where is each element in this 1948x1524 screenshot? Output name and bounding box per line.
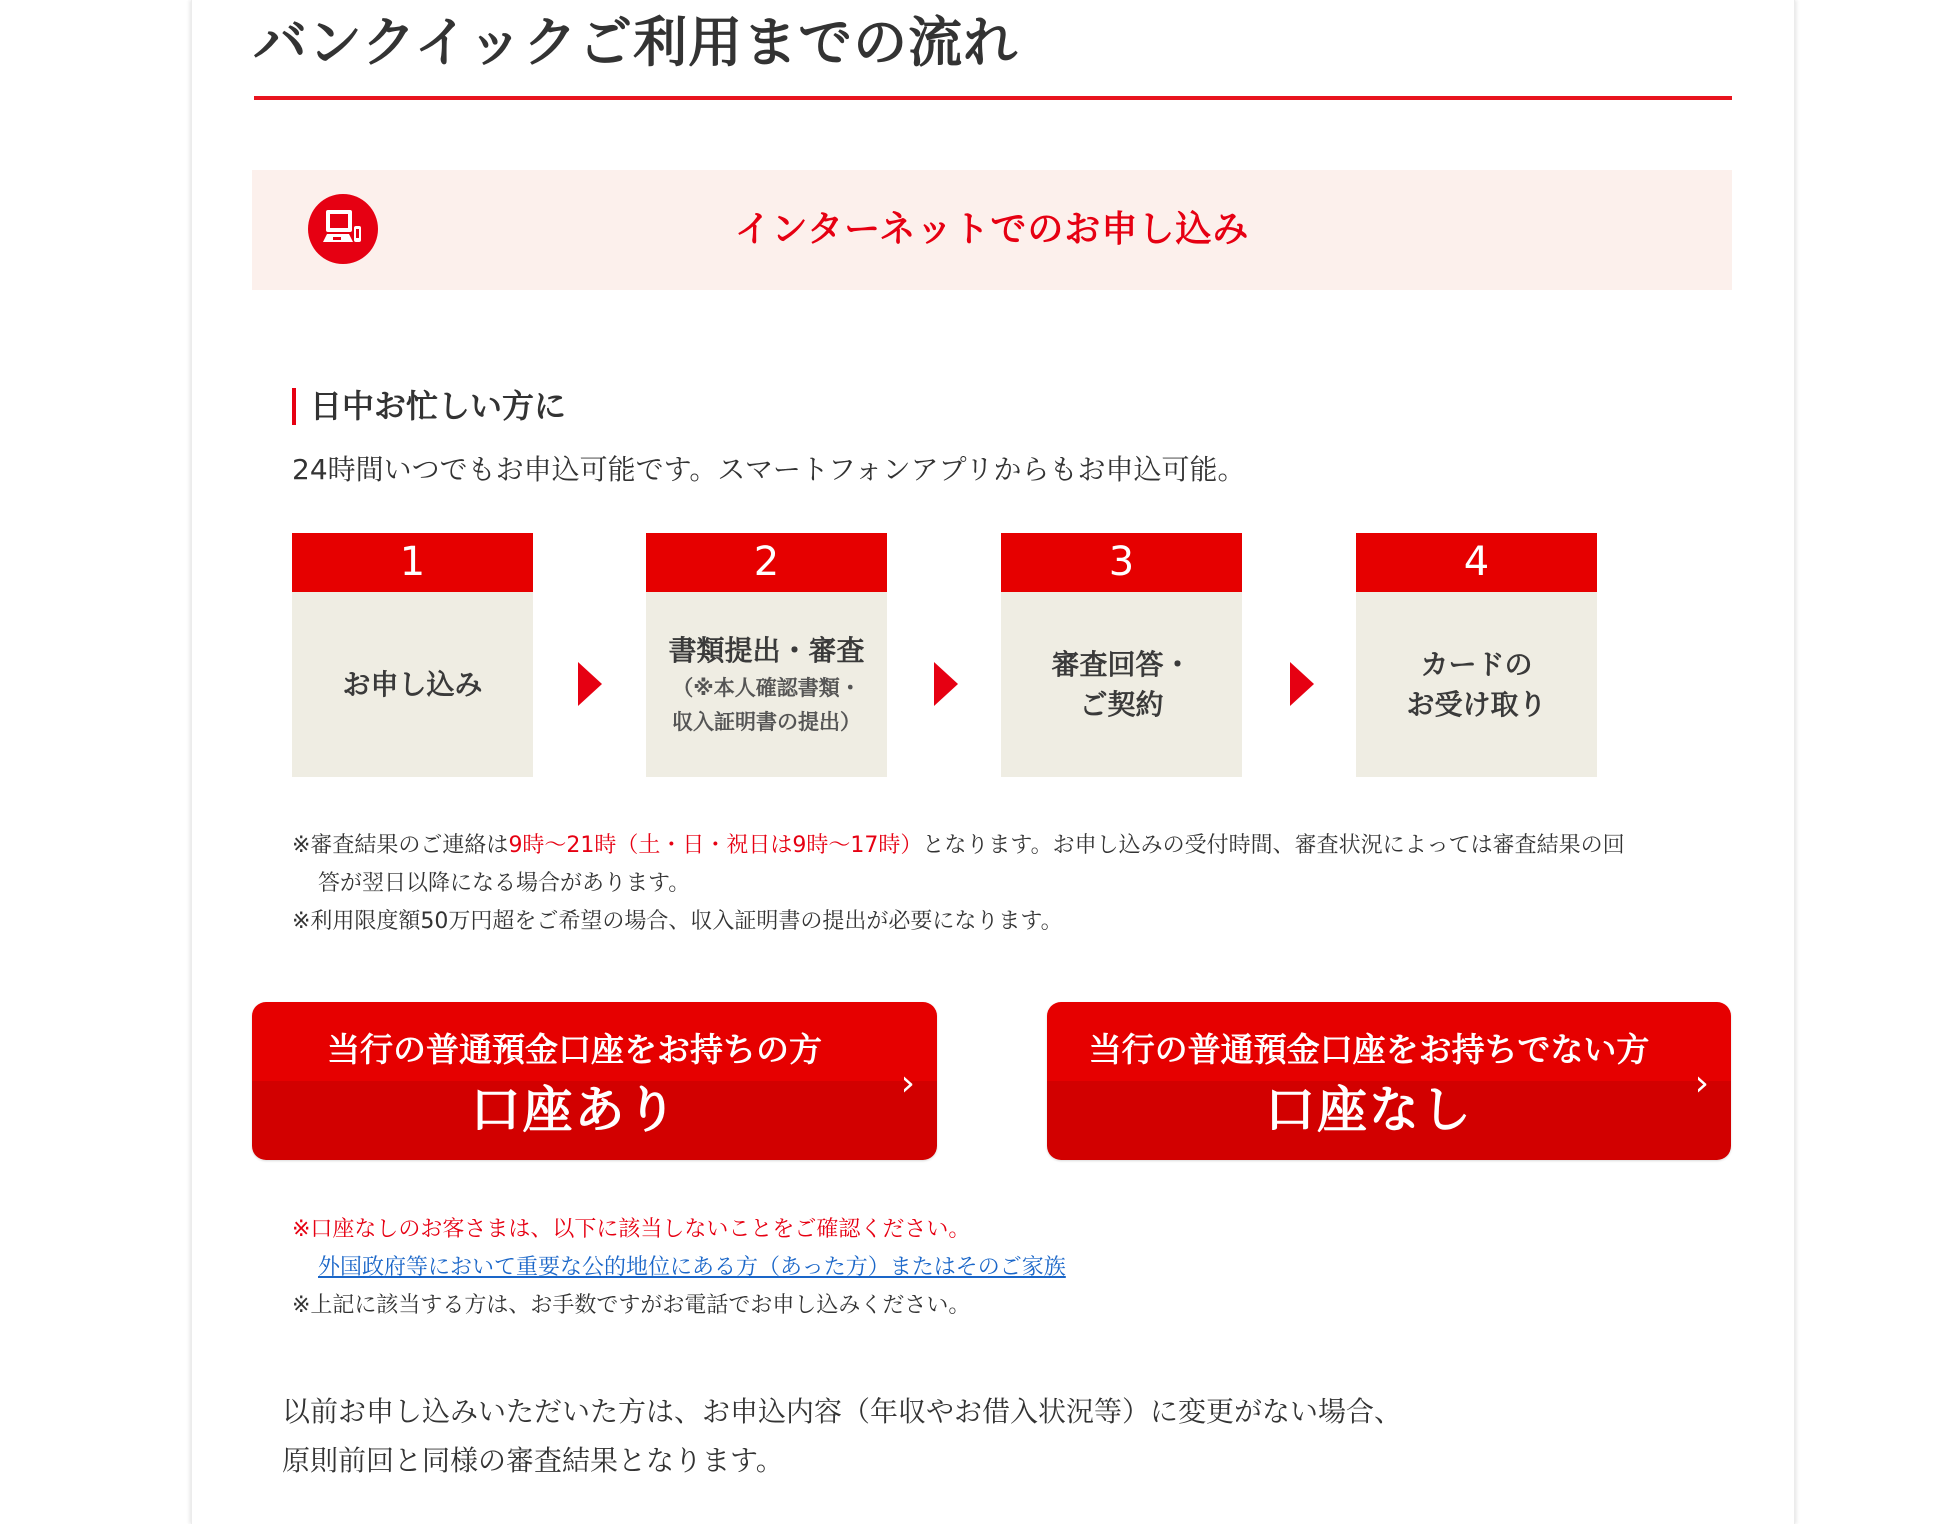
step-number: 2: [646, 533, 887, 592]
step-4: [1356, 533, 1597, 777]
step-title: 書類提出・審査: [668, 633, 865, 667]
step-2: [646, 533, 887, 777]
previous-applicant-note-line1: 以前お申し込みいただいた方は、お申込内容（年収やお借入状況等）に変更がない場合、: [282, 1395, 1403, 1428]
chevron-right-icon: ›: [900, 1063, 915, 1104]
section-heading: 日中お忙しい方に: [310, 387, 567, 425]
banner-label: インターネットでのお申し込み: [734, 209, 1250, 250]
step-subtitle: （※本人確認書類・: [672, 675, 861, 700]
with-account-button[interactable]: [252, 1002, 937, 1160]
contact-hours: 9時〜21時（土・日・祝日は9時〜17時）: [508, 833, 923, 858]
previous-applicant-note-line2: 原則前回と同様の審査結果となります。: [282, 1444, 784, 1477]
step-3: [1001, 533, 1242, 777]
button-subtitle: 当行の普通預金口座をお持ちの方: [327, 1030, 822, 1069]
without-account-button[interactable]: [1047, 1002, 1731, 1160]
button-title: 口座あり: [470, 1081, 679, 1139]
section-heading-bar: [292, 388, 296, 425]
computer-icon: [308, 194, 378, 264]
button-subtitle: 当行の普通預金口座をお持ちでない方: [1088, 1030, 1650, 1069]
step-1: [292, 533, 533, 777]
section-lead-text: 24時間いつでもお申込可能です。スマートフォンアプリからもお申込可能。: [292, 453, 1246, 486]
step-number: 1: [292, 533, 533, 592]
title-underline: [254, 96, 1732, 100]
note-prefix: ※審査結果のご連絡は: [292, 833, 509, 858]
page-title: バンクイックご利用までの流れ: [253, 11, 1019, 74]
step-number: 4: [1356, 533, 1597, 592]
no-account-warning: ※口座なしのお客さまは、以下に該当しないことをご確認ください。: [292, 1217, 971, 1242]
review-contact-note-cont: 答が翌日以降になる場合があります。: [318, 871, 691, 896]
step-title-line: 審査回答・: [1051, 647, 1192, 681]
button-title: 口座なし: [1265, 1081, 1473, 1139]
step-arrow-icon: [934, 662, 958, 706]
step-title-line: カードの: [1420, 647, 1533, 681]
step-number: 3: [1001, 533, 1242, 592]
chevron-right-icon: ›: [1694, 1063, 1709, 1104]
pep-info-link[interactable]: 外国政府等において重要な公的地位にある方（あった方）またはそのご家族: [318, 1255, 1066, 1280]
income-proof-note: ※利用限度額50万円超をご希望の場合、収入証明書の提出が必要になります。: [292, 909, 1063, 934]
step-arrow-icon: [1290, 662, 1314, 706]
step-title-line: ご契約: [1079, 687, 1164, 721]
note-suffix: となります。お申し込みの受付時間、審査状況によっては審査結果の回: [922, 833, 1625, 858]
step-subtitle: 収入証明書の提出）: [672, 709, 861, 734]
review-contact-note: [292, 827, 1625, 865]
step-title-line: お受け取り: [1406, 687, 1547, 721]
step-arrow-icon: [578, 662, 602, 706]
step-title: お申し込み: [342, 667, 483, 701]
phone-application-note: ※上記に該当する方は、お手数ですがお電話でお申し込みください。: [292, 1293, 971, 1318]
